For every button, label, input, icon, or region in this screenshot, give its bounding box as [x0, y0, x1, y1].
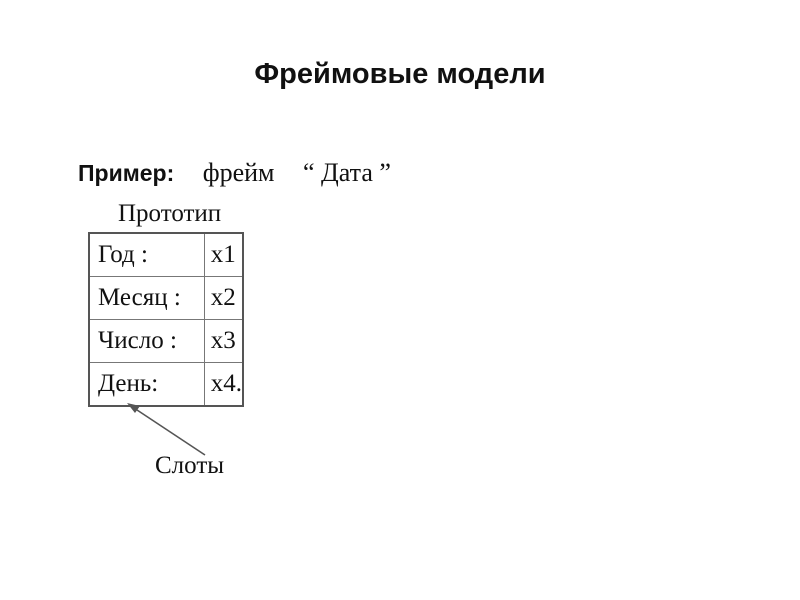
slot-name: День:	[89, 363, 204, 407]
slot-value: x1	[210, 241, 236, 268]
slot-name: Месяц :	[89, 277, 204, 320]
slot-value: x3	[204, 320, 243, 363]
slide-title: Фреймовые модели	[254, 58, 546, 90]
slot-name: Год :	[89, 233, 204, 277]
slot-value: x2	[204, 277, 243, 320]
example-label: Пример:	[78, 160, 175, 186]
example-frame-word: фрейм	[202, 158, 275, 187]
slot-name: Число :	[89, 320, 204, 363]
example-frame-name: “ Дата ”	[303, 158, 391, 187]
slot-value: x4.	[204, 363, 243, 407]
prototype-label: Прототип	[118, 200, 222, 227]
arrow-line	[131, 406, 205, 455]
slots-label: Слоты	[155, 452, 225, 479]
